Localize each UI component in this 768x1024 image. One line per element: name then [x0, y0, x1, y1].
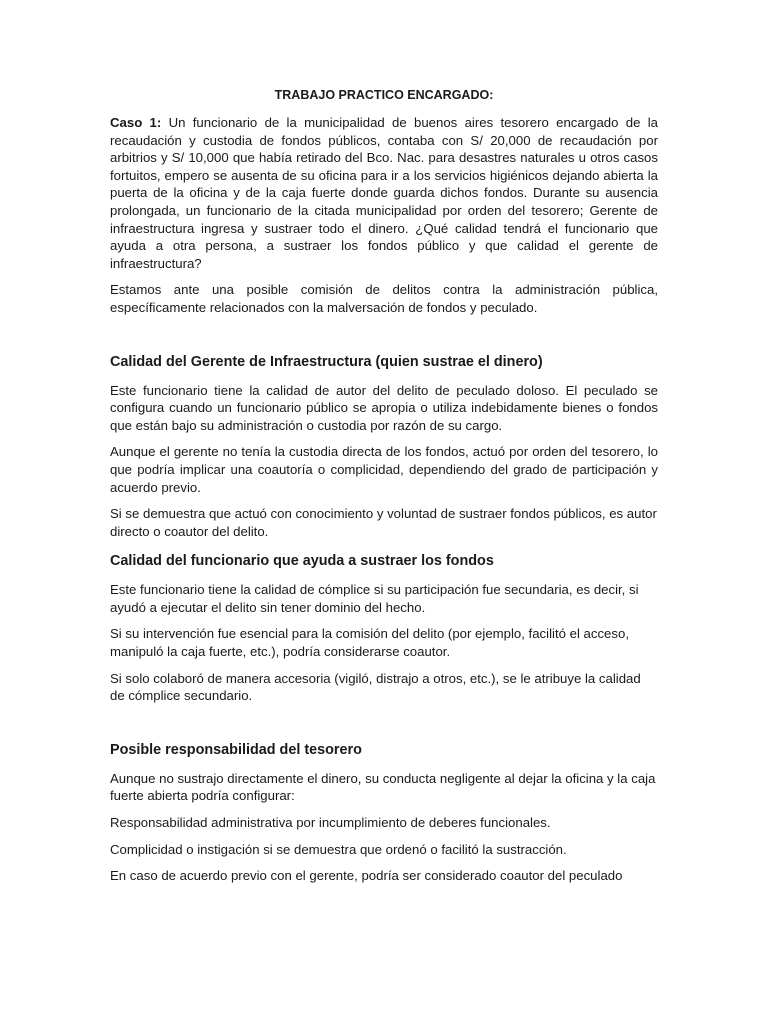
section-paragraph: Complicidad o instigación si se demuestra que ordenó o facilitó la sustracción.: [110, 841, 567, 857]
case-label: Caso 1:: [110, 115, 162, 130]
document-title: TRABAJO PRACTICO ENCARGADO:: [274, 88, 494, 102]
section-heading-funcionario: Calidad del funcionario que ayuda a sustraer los fondos: [110, 553, 494, 570]
section-paragraph: Si su intervención fue esencial para la comisión del delito (por ejemplo, facilitó el acceso, manipuló la caja fuerte, etc.), podría considerarse coautor.: [110, 626, 629, 660]
section-paragraph: Este funcionario tiene la calidad de autor del delito de peculado doloso. El peculado se configura cuando un funcionario público se apropia o utiliza indebidamente bienes o fondos que están bajo su administración o custodia por razón de su cargo.: [110, 382, 658, 433]
section-paragraph: Responsabilidad administrativa por incumplimiento de deberes funcionales.: [110, 815, 551, 831]
section-paragraph: Si se demuestra que actuó con conocimiento y voluntad de sustraer fondos públicos, es autor directo o coautor del delito.: [110, 506, 657, 539]
case-paragraph: [110, 114, 658, 272]
case-text: Un funcionario de la municipalidad de buenos aires tesorero encargado de la recaudación y custodia de fondos públicos, contaba con S/ 20,000 de recaudación por arbitrios y S/ 10,000 que había retirado del Bco. Nac. para desastres naturales u otros casos fortuitos, empero se ausenta de su oficina para ir a los servicios higiénicos dejando abierta la puerta de la oficina y de la caja fuerte donde guarda dichos fondos. Durante su ausencia prolongada, un funcionario de la citada municipalidad por orden del tesorero; Gerente de infraestructura ingresa y sustraer todo el dinero. ¿Qué calidad tendrá el funcionario que ayuda a otra persona, a sustraer los fondos público y que calidad el gerente de infraestructura?: [110, 115, 658, 271]
section-paragraph: En caso de acuerdo previo con el gerente, podría ser considerado coautor del peculado: [110, 868, 623, 884]
section-paragraph: Este funcionario tiene la calidad de cómplice si su participación fue secundaria, es decir, si ayudó a ejecutar el delito sin tener dominio del hecho.: [110, 582, 639, 615]
section-paragraph: Aunque el gerente no tenía la custodia directa de los fondos, actuó por orden del tesorero, lo que podría implicar una coautoría o complicidad, dependiendo del grado de participación y acuerdo previo.: [110, 444, 658, 495]
section-heading-tesorero: Posible responsabilidad del tesorero: [110, 741, 362, 758]
section-paragraph: Si solo colaboró de manera accesoria (vigiló, distrajo a otros, etc.), se le atribuye la calidad de cómplice secundario.: [110, 670, 641, 704]
section-spacer: [110, 326, 658, 352]
section-paragraph: Aunque no sustrajo directamente el dinero, su conducta negligente al dejar la oficina y la caja fuerte abierta podría configurar:: [110, 770, 656, 804]
section-heading-gerente: Calidad del Gerente de Infraestructura (quien sustrae el dinero): [110, 353, 543, 370]
section-spacer: [110, 714, 658, 740]
intro-paragraph: Estamos ante una posible comisión de delitos contra la administración pública, específicamente relacionados con la malversación de fondos y peculado.: [110, 282, 658, 315]
